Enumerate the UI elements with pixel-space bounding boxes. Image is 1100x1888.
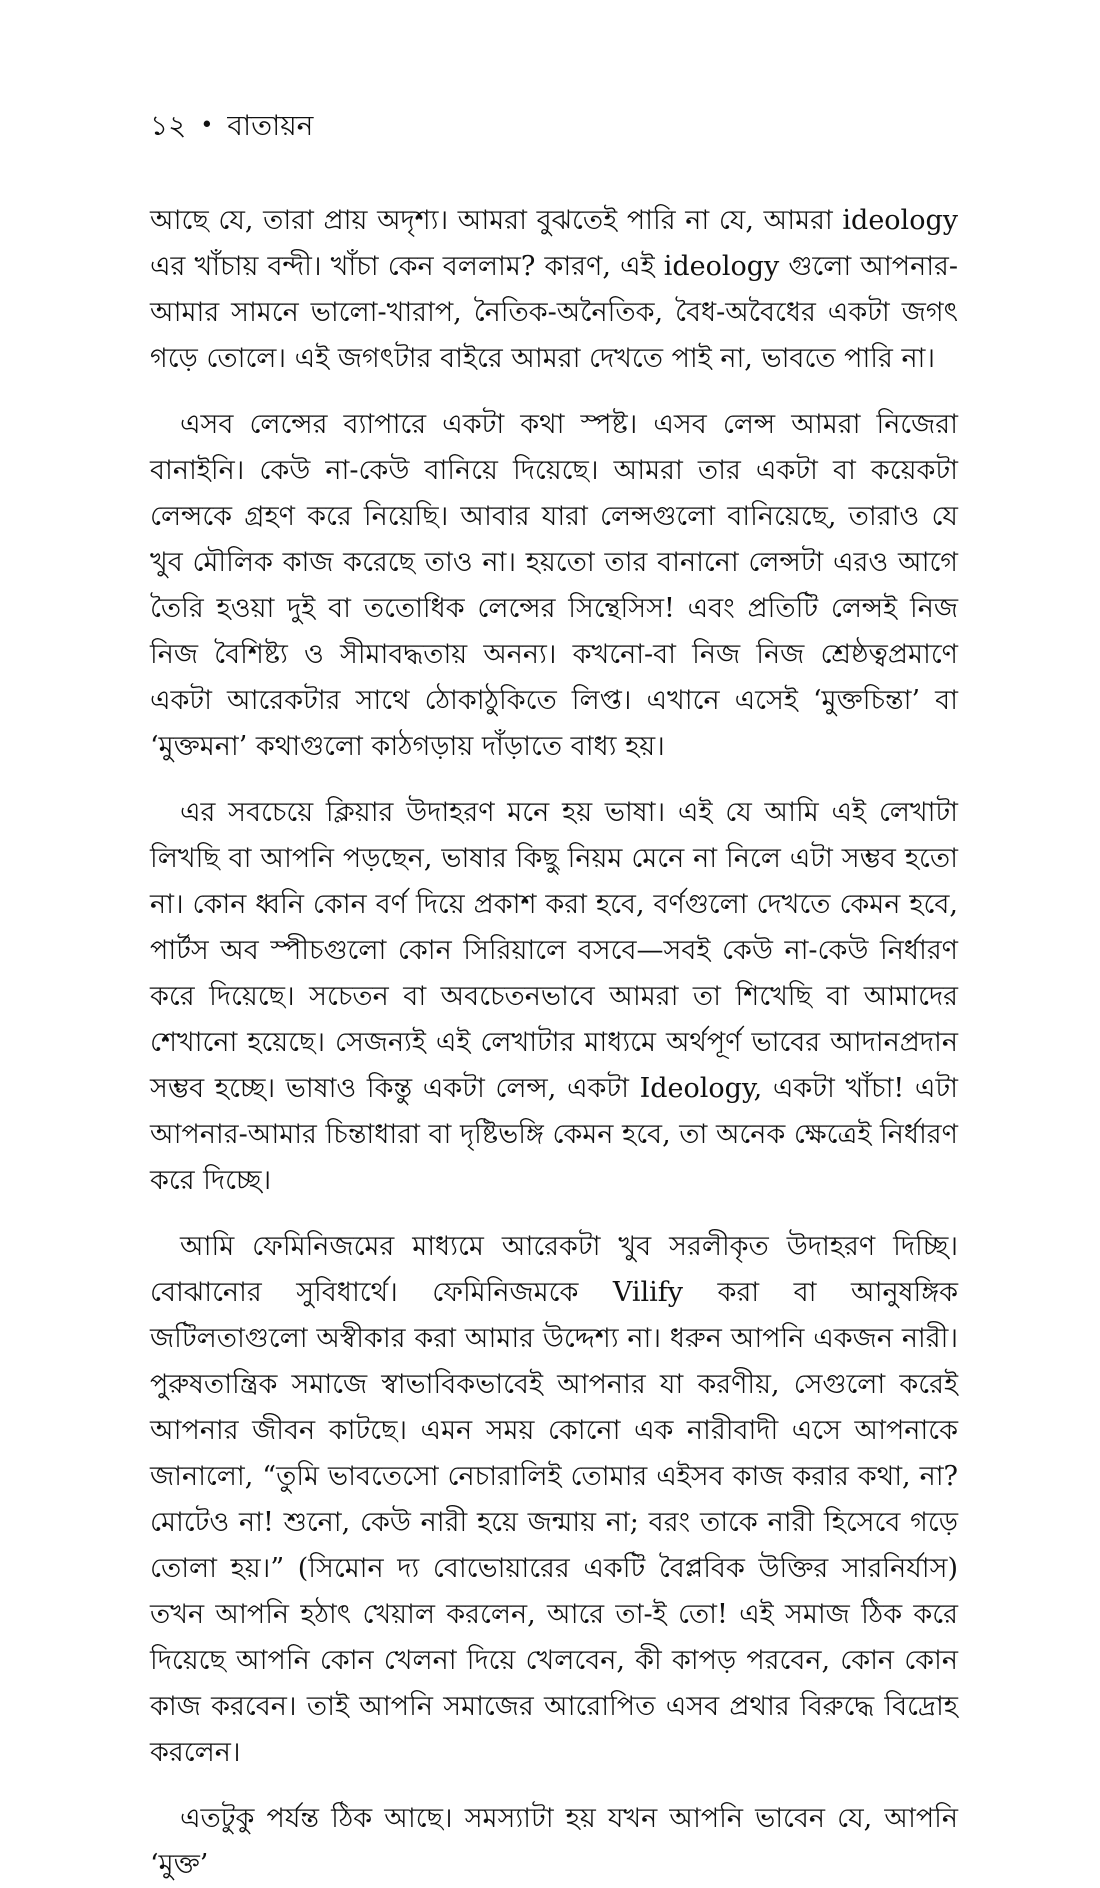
paragraph: এতটুকু পর্যন্ত ঠিক আছে। সমস্যাটা হয় যখন আপনি ভাবেন যে, আপনি ‘মুক্ত’ [150,1803,958,1880]
running-head [150,108,313,144]
page-number: ১২ [150,109,187,142]
paragraph: এর সবচেয়ে ক্লিয়ার উদাহরণ মনে হয় ভাষা। এই যে আমি এই লেখাটা লিখছি বা আপনি পড়ছেন, ভাষার কিছু নিয়ম মেনে না নিলে এটা সম্ভব হতো না। কোন ধ্বনি কোন বর্ণ দিয়ে প্রকাশ করা হবে, বর্ণগুলো দেখতে কেমন হবে, পার্টস অব স্পীচগুলো কোন সিরিয়ালে বসবে—সবই কেউ না-কেউ নির্ধারণ করে দিয়েছে। সচেতন বা অবচেতনভাবে আমরা তা শিখেছি বা আমাদের শেখানো হয়েছে। সেজন্যই এই লেখাটার মাধ্যমে অর্থপূর্ণ ভাবের আদানপ্রদান সম্ভব হচ্ছে। ভাষাও কিন্তু একটা লেন্স, একটা Ideology, একটা খাঁচা! এটা আপনার-আমার চিন্তাধারা বা দৃষ্টিভঙ্গি কেমন হবে, তা অনেক ক্ষেত্রেই নির্ধারণ করে দিচ্ছে। [150,797,958,1196]
paragraph: আমি ফেমিনিজমের মাধ্যমে আরেকটা খুব সরলীকৃত উদাহরণ দিচ্ছি। বোঝানোর সুবিধার্থে। ফেমিনিজমকে Vilify করা বা আনুষঙ্গিক জটিলতাগুলো অস্বীকার করা আমার উদ্দেশ্য না। ধরুন আপনি একজন নারী। পুরুষতান্ত্রিক সমাজে স্বাভাবিকভাবেই আপনার যা করণীয়, সেগুলো করেই আপনার জীবন কাটছে। এমন সময় কোনো এক নারীবাদী এসে আপনাকে জানালো, “তুমি ভাবতেসো নেচারালিই তোমার এইসব কাজ করার কথা, না? মোটেও না! শুনো, কেউ নারী হয়ে জন্মায় না; বরং তাকে নারী হিসেবে গড়ে তোলা হয়।” (সিমোন দ্য বোভোয়ারের একটি বৈপ্লবিক উক্তির সারনির্যাস) তখন আপনি হঠাৎ খেয়াল করলেন, আরে তা-ই তো! এই সমাজ ঠিক করে দিয়েছে আপনি কোন খেলনা দিয়ে খেলবেন, কী কাপড় পরবেন, কোন কোন কাজ করবেন। তাই আপনি সমাজের আরোপিত এসব প্রথার বিরুদ্ধে বিদ্রোহ করলেন। [150,1231,958,1768]
body-text [150,198,958,1888]
book-title: বাতায়ন [227,109,314,142]
header-separator: • [200,113,214,138]
paragraph: আছে যে, তারা প্রায় অদৃশ্য। আমরা বুঝতেই পারি না যে, আমরা ideology এর খাঁচায় বন্দী। খাঁচা কেন বললাম? কারণ, এই ideology গুলো আপনার-আমার সামনে ভালো-খারাপ, নৈতিক-অনৈতিক, বৈধ-অবৈধের একটা জগৎ গড়ে তোলে। এই জগৎটার বাইরে আমরা দেখতে পাই না, ভাবতে পারি না। [150,205,958,374]
paragraph: এসব লেন্সের ব্যাপারে একটা কথা স্পষ্ট। এসব লেন্স আমরা নিজেরা বানাইনি। কেউ না-কেউ বানিয়ে দিয়েছে। আমরা তার একটা বা কয়েকটা লেন্সকে গ্রহণ করে নিয়েছি। আবার যারা লেন্সগুলো বানিয়েছে, তারাও যে খুব মৌলিক কাজ করেছে তাও না। হয়তো তার বানানো লেন্সটা এরও আগে তৈরি হওয়া দুই বা ততোধিক লেন্সের সিন্থেসিস! এবং প্রতিটি লেন্সই নিজ নিজ বৈশিষ্ট্য ও সীমাবদ্ধতায় অনন্য। কখনো-বা নিজ নিজ শ্রেষ্ঠত্বপ্রমাণে একটা আরেকটার সাথে ঠোকাঠুকিতে লিপ্ত। এখানে এসেই ‘মুক্তচিন্তা’ বা ‘মুক্তমনা’ কথাগুলো কাঠগড়ায় দাঁড়াতে বাধ্য হয়। [150,409,958,762]
